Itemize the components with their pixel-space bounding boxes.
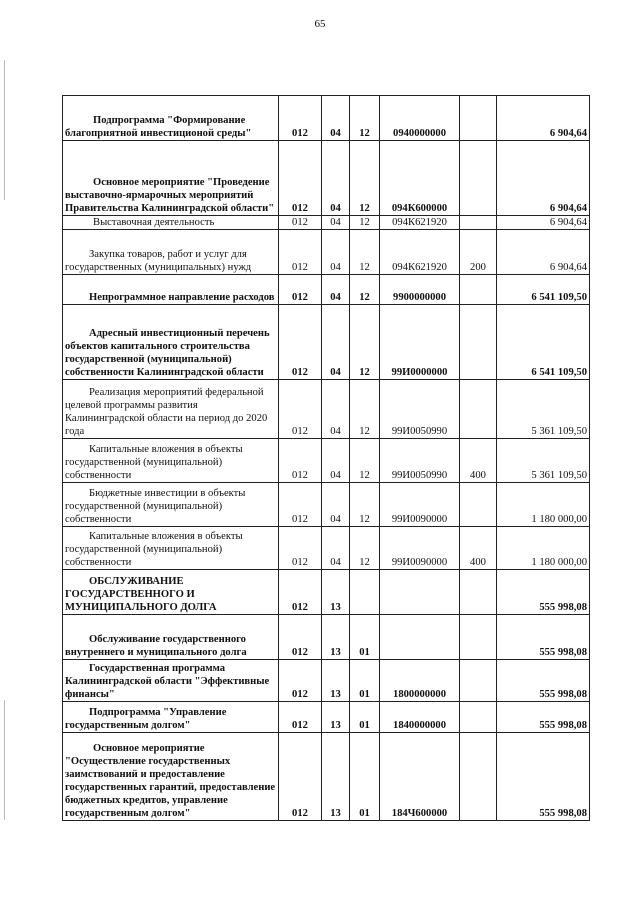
ministry-code: 012 (279, 702, 322, 733)
amount: 555 998,08 (497, 660, 590, 702)
expense-type-code (460, 380, 497, 439)
ministry-code: 012 (279, 483, 322, 527)
ministry-code: 012 (279, 527, 322, 570)
table-row (63, 527, 590, 570)
section-code: 04 (322, 141, 350, 216)
section-code: 13 (322, 570, 350, 615)
amount: 6 541 109,50 (497, 275, 590, 305)
row-name: Закупка товаров, работ и услуг для государственных (муниципальных) нужд (63, 230, 279, 275)
section-code: 13 (322, 702, 350, 733)
amount: 555 998,08 (497, 702, 590, 733)
ministry-code: 012 (279, 305, 322, 380)
expense-type-code (460, 305, 497, 380)
budget-table (62, 95, 590, 821)
target-article-code: 99И0050990 (380, 380, 460, 439)
section-code: 13 (322, 660, 350, 702)
subsection-code: 01 (350, 660, 380, 702)
subsection-code: 12 (350, 380, 380, 439)
amount: 555 998,08 (497, 570, 590, 615)
amount: 5 361 109,50 (497, 439, 590, 483)
section-code: 04 (322, 380, 350, 439)
target-article-code: 094К600000 (380, 141, 460, 216)
subsection-code (350, 570, 380, 615)
target-article-code (380, 615, 460, 660)
section-code: 04 (322, 96, 350, 141)
row-name: Непрограммное направление расходов (63, 275, 279, 305)
table-row (63, 230, 590, 275)
amount: 6 904,64 (497, 96, 590, 141)
row-name: Обслуживание государственного внутреннего и муниципального долга (63, 615, 279, 660)
ministry-code: 012 (279, 96, 322, 141)
target-article-code (380, 570, 460, 615)
expense-type-code (460, 702, 497, 733)
table-row (63, 733, 590, 821)
row-name: Подпрограмма "Управление государственным долгом" (63, 702, 279, 733)
row-name: Адресный инвестиционный перечень объектов капитального строительства государственной (муниципальной) собственности Калининградской области (63, 305, 279, 380)
table-row (63, 275, 590, 305)
section-code: 04 (322, 230, 350, 275)
section-code: 04 (322, 439, 350, 483)
subsection-code: 01 (350, 702, 380, 733)
target-article-code: 184Ч600000 (380, 733, 460, 821)
target-article-code: 99И0090000 (380, 483, 460, 527)
subsection-code: 01 (350, 733, 380, 821)
target-article-code: 094К621920 (380, 216, 460, 230)
ministry-code: 012 (279, 439, 322, 483)
table-row (63, 483, 590, 527)
expense-type-code: 200 (460, 230, 497, 275)
target-article-code: 0940000000 (380, 96, 460, 141)
amount: 5 361 109,50 (497, 380, 590, 439)
section-code: 04 (322, 483, 350, 527)
row-name: Реализация мероприятий федеральной целевой программы развития Калининградской области на период до 2020 года (63, 380, 279, 439)
subsection-code: 12 (350, 230, 380, 275)
amount: 6 904,64 (497, 141, 590, 216)
row-name: Капитальные вложения в объекты государственной (муниципальной) собственности (63, 527, 279, 570)
target-article-code: 1800000000 (380, 660, 460, 702)
row-name: Основное мероприятие "Осуществление государственных заимствований и предоставление государственных гарантий, предоставление бюджетных кредитов, управление государственным долгом" (63, 733, 279, 821)
section-code: 04 (322, 275, 350, 305)
ministry-code: 012 (279, 216, 322, 230)
table-row (63, 305, 590, 380)
subsection-code: 12 (350, 527, 380, 570)
section-code: 04 (322, 216, 350, 230)
ministry-code: 012 (279, 615, 322, 660)
ministry-code: 012 (279, 380, 322, 439)
amount: 1 180 000,00 (497, 483, 590, 527)
amount: 6 904,64 (497, 216, 590, 230)
expense-type-code: 400 (460, 527, 497, 570)
subsection-code: 01 (350, 615, 380, 660)
expense-type-code (460, 615, 497, 660)
subsection-code: 12 (350, 305, 380, 380)
page-number: 65 (314, 18, 326, 30)
amount: 555 998,08 (497, 615, 590, 660)
scan-edge-line (4, 700, 5, 820)
ministry-code: 012 (279, 230, 322, 275)
amount: 6 904,64 (497, 230, 590, 275)
row-name: Основное мероприятие "Проведение выставочно-ярмарочных мероприятий Правительства Калининградской области" (63, 141, 279, 216)
table-row (63, 702, 590, 733)
table-row (63, 216, 590, 230)
row-name: Государственная программа Калининградской области "Эффективные финансы" (63, 660, 279, 702)
ministry-code: 012 (279, 570, 322, 615)
target-article-code: 99И0050990 (380, 439, 460, 483)
table-row (63, 439, 590, 483)
amount: 1 180 000,00 (497, 527, 590, 570)
amount: 6 541 109,50 (497, 305, 590, 380)
ministry-code: 012 (279, 141, 322, 216)
table-row (63, 380, 590, 439)
section-code: 04 (322, 305, 350, 380)
row-name: ОБСЛУЖИВАНИЕ ГОСУДАРСТВЕННОГО И МУНИЦИПАЛЬНОГО ДОЛГА (63, 570, 279, 615)
target-article-code: 9900000000 (380, 275, 460, 305)
subsection-code: 12 (350, 141, 380, 216)
row-name: Бюджетные инвестиции в объекты государственной (муниципальной) собственности (63, 483, 279, 527)
expense-type-code (460, 275, 497, 305)
table-row (63, 96, 590, 141)
section-code: 04 (322, 527, 350, 570)
subsection-code: 12 (350, 439, 380, 483)
ministry-code: 012 (279, 660, 322, 702)
target-article-code: 99И0000000 (380, 305, 460, 380)
expense-type-code (460, 483, 497, 527)
section-code: 13 (322, 615, 350, 660)
row-name: Капитальные вложения в объекты государственной (муниципальной) собственности (63, 439, 279, 483)
target-article-code: 99И0090000 (380, 527, 460, 570)
table-row (63, 660, 590, 702)
target-article-code: 094К621920 (380, 230, 460, 275)
table-row (63, 615, 590, 660)
expense-type-code (460, 733, 497, 821)
subsection-code: 12 (350, 216, 380, 230)
expense-type-code (460, 141, 497, 216)
section-code: 13 (322, 733, 350, 821)
target-article-code: 1840000000 (380, 702, 460, 733)
subsection-code: 12 (350, 96, 380, 141)
expense-type-code (460, 570, 497, 615)
subsection-code: 12 (350, 483, 380, 527)
row-name: Подпрограмма "Формирование благоприятной инвестиционой среды" (63, 96, 279, 141)
table-row (63, 141, 590, 216)
expense-type-code: 400 (460, 439, 497, 483)
expense-type-code (460, 660, 497, 702)
ministry-code: 012 (279, 733, 322, 821)
scan-edge-line (4, 60, 5, 200)
amount: 555 998,08 (497, 733, 590, 821)
ministry-code: 012 (279, 275, 322, 305)
expense-type-code (460, 216, 497, 230)
table-row (63, 570, 590, 615)
expense-type-code (460, 96, 497, 141)
row-name: Выставочная деятельность (63, 216, 279, 230)
subsection-code: 12 (350, 275, 380, 305)
